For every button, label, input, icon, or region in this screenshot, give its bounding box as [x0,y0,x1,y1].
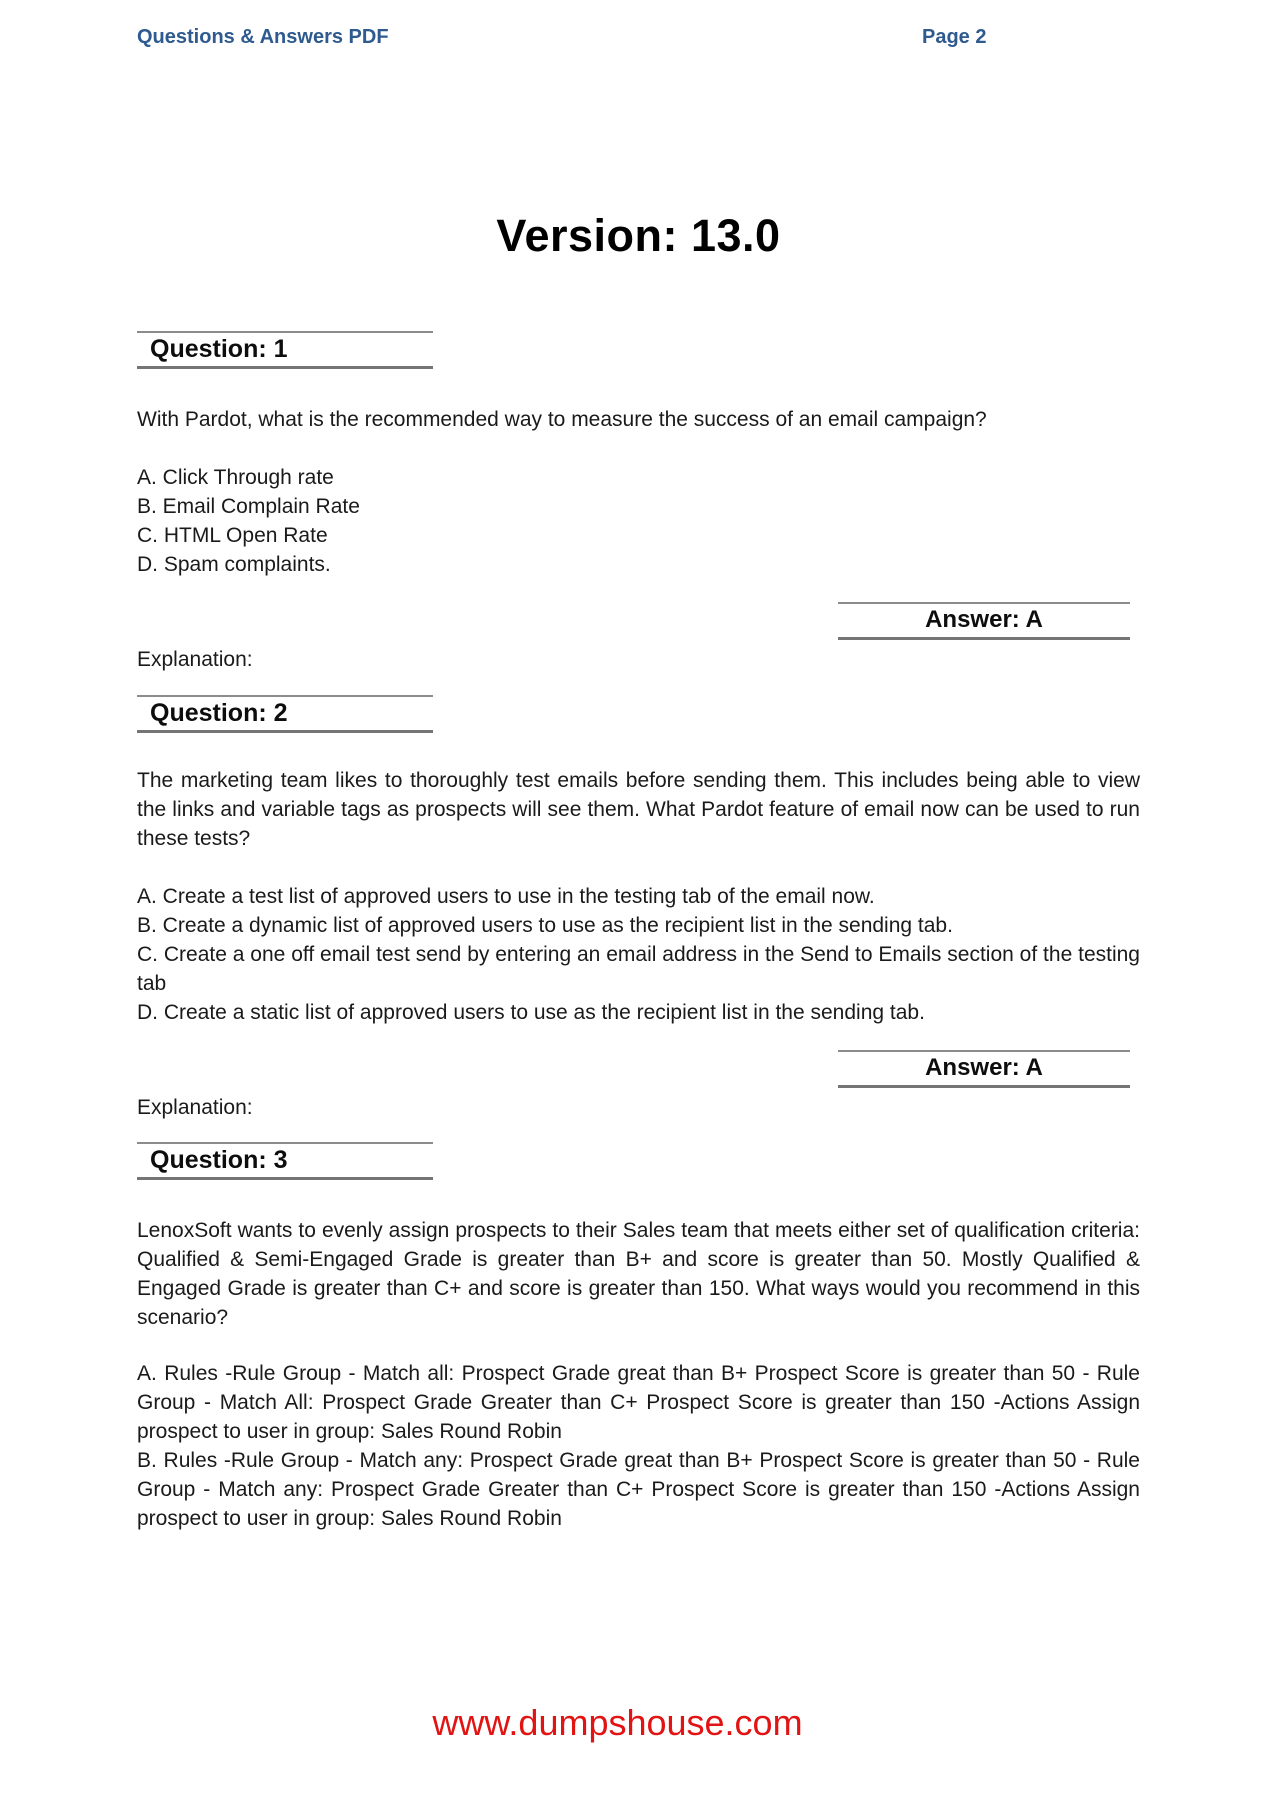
option-a: A. Click Through rate [137,466,334,489]
question-3-text: LenoxSoft wants to evenly assign prospects to their Sales team that meets either set of qualification criteria: Qualified & Semi-Engaged Grade is greater than B+ and score is greater than 50. Mostly Qualified & Engaged Grade is greater than C+ and score is greater than 150. What ways would you recommend in this scenario? [137,1219,1140,1329]
answer-label: Answer: A [925,606,1043,633]
question-2-answer [838,1050,1130,1088]
question-1-answer [838,602,1130,640]
question-2-heading [137,695,433,733]
question-2-text: The marketing team likes to thoroughly test emails before sending them. This includes being able to view the links and variable tags as prospects will see them. What Pardot feature of email now can be used to run these tests? [137,769,1140,850]
question-1-options [137,463,1140,579]
footer-site-link[interactable]: www.dumpshouse.com [432,1702,803,1743]
option-a: A. Rules -Rule Group - Match all: Prospect Grade great than B+ Prospect Score is greater than 50 - Rule Group - Match All: Prospect Grade Greater than C+ Prospect Score is greater than 150 -Actions Assign prospect to user in group: Sales Round Robin [137,1362,1140,1443]
option-d: D. Create a static list of approved users to use as the recipient list in the sending tab. [137,1001,925,1024]
page-footer [0,1703,1273,1743]
option-c: C. HTML Open Rate [137,524,328,547]
question-1-heading [137,331,433,369]
page-content [137,0,1140,1533]
version-title: Version: 13.0 [496,210,781,261]
option-b: B. Rules -Rule Group - Match any: Prospect Grade great than B+ Prospect Score is greater than 50 - Rule Group - Match any: Prospect Grade Greater than C+ Prospect Score is greater than 150 -Actions Assign prospect to user in group: Sales Round Robin [137,1449,1140,1530]
question-3-heading [137,1142,433,1180]
answer-label: Answer: A [925,1054,1043,1081]
question-heading-label: Question: 1 [150,335,288,363]
option-b: B. Email Complain Rate [137,495,360,518]
document-title-header: Questions & Answers PDF [137,26,389,48]
question-heading-label: Question: 3 [150,1146,288,1174]
option-a: A. Create a test list of approved users to use in the testing tab of the email now. [137,885,875,908]
option-b: B. Create a dynamic list of approved users to use as the recipient list in the sending tab. [137,914,953,937]
question-heading-label: Question: 2 [150,699,288,727]
question-1-text: With Pardot, what is the recommended way to measure the success of an email campaign? [137,408,987,431]
question-3-options [137,1359,1140,1533]
option-d: D. Spam complaints. [137,553,331,576]
question-2-explanation: Explanation: [137,1096,253,1119]
option-c: C. Create a one off email test send by entering an email address in the Send to Emails section of the testing tab [137,943,1140,995]
question-2-options [137,882,1140,1027]
page-number: Page 2 [922,26,987,48]
question-1-explanation: Explanation: [137,648,253,671]
